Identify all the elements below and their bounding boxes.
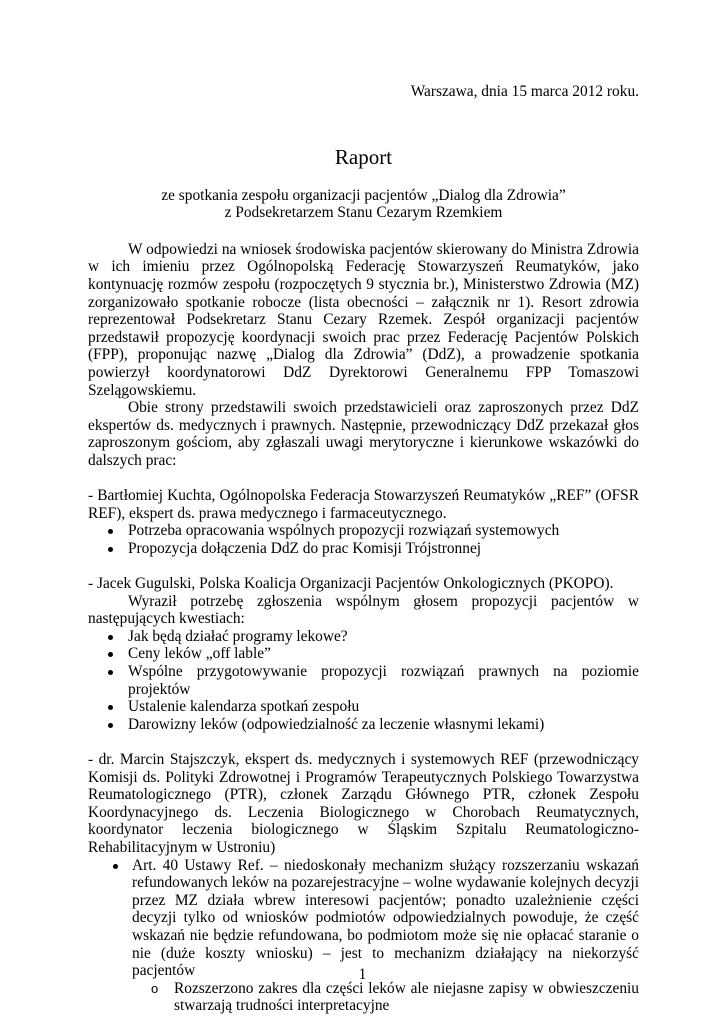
bullet-icon	[108, 652, 113, 657]
list-item: Art. 40 Ustawy Ref. – niedoskonały mechanizm służący rozszerzaniu wskazań refundowanych leków na pozarejestracyjne – wolne wydawanie kolejnych decyzji przez MZ działa wbrew interesowi pacjentów; ponadto uzależnienie części decyzji tylko od wniosków podmiotów odpowiedzialnych powoduje, że część wskazań nie będzie refundowana, bo podmiotom może się nie opłacać staranie o nie (duże koszty wniosku) – jest to mechanizm działający na niekorzyść pacjentów	[88, 857, 639, 980]
bullet-icon	[113, 864, 118, 869]
subtitle-line-1: ze spotkania zespołu organizacji pacjentów „Dialog dla Zdrowia”	[161, 186, 566, 204]
speaker-stajszczyk: - dr. Marcin Stajszczyk, ekspert ds. medycznych i systemowych REF (przewodniczący Komisji ds. Polityki Zdrowotnej i Programów Terapeutycznych Polskiego Towarzystwa Reumatologicznego (PTR), członek Zarządu Głównego PTR, członek Zespołu Koordynacyjnego ds. Leczenia Biologicznego w Chorobach Reumatycznych, koordynator leczenia biologicznego w Śląskim Szpitalu Reumatologiczno-Rehabilitacyjnym w Ustroniu)	[88, 751, 639, 856]
speaker-kuchta: - Bartłomiej Kuchta, Ogólnopolska Federacja Stowarzyszeń Reumatyków „REF” (OFSR REF), ekspert ds. prawa medycznego i farmaceutycznego.	[88, 487, 639, 522]
document-title: Raport	[334, 144, 393, 169]
speaker-gugulski-note: Wyraził potrzebę zgłoszenia wspólnym głosem propozycji pacjentów w następujących kwestiach:	[88, 592, 639, 628]
sub-list-item: o Rozszerzono zakres dla części leków ale niejasne zapisy w obwieszczeniu stwarzają trudności interpretacyjne	[151, 979, 639, 1015]
list-item: Darowizny leków (odpowiedzialność za leczenie własnymi lekami)	[88, 716, 639, 734]
subtitle-line-2: z Podsekretarzem Stanu Cezarym Rzemkiem	[224, 204, 503, 222]
speaker-stajszczyk-sublist	[88, 980, 639, 1015]
bullet-icon	[108, 547, 113, 552]
list-item: Jak będą działać programy lekowe?	[88, 628, 639, 646]
speaker-gugulski: - Jacek Gugulski, Polska Koalicja Organizacji Pacjentów Onkologicznych (PKOPO).	[88, 575, 614, 593]
speaker-kuchta-list	[88, 522, 639, 557]
bullet-icon	[108, 635, 113, 640]
speaker-gugulski-list	[88, 628, 639, 734]
speaker-stajszczyk-list	[88, 857, 639, 980]
list-item: Potrzeba opracowania wspólnych propozycji rozwiązań systemowych	[88, 522, 639, 540]
list-item: Wspólne przygotowywanie propozycji rozwiązań prawnych na poziomie projektów	[88, 663, 639, 698]
circle-bullet-icon: o	[151, 980, 159, 996]
intro-paragraph-2: Obie strony przedstawili swoich przedstawicieli oraz zaproszonych przez DdZ ekspertów ds. medycznych i prawnych. Następnie, przewodniczący DdZ przekazał głos zaproszonym gościom, aby zgłaszali uwagi merytoryczne i kierunkowe wskazówki do dalszych prac:	[88, 399, 639, 469]
list-item: Propozycja dołączenia DdZ do prac Komisji Trójstronnej	[88, 540, 639, 558]
page-number: 1	[358, 966, 367, 983]
document-page	[88, 83, 639, 1015]
bullet-icon	[108, 529, 113, 534]
bullet-icon	[108, 705, 113, 710]
document-date: Warszawa, dnia 15 marca 2012 roku.	[410, 83, 639, 100]
bullet-icon	[108, 723, 113, 728]
list-item: Ustalenie kalendarza spotkań zespołu	[88, 698, 639, 716]
list-item: Ceny leków „off lable”	[88, 645, 639, 663]
bullet-icon	[108, 670, 113, 675]
intro-paragraph: W odpowiedzi na wniosek środowiska pacjentów skierowany do Ministra Zdrowia w ich imieniu przez Ogólnopolską Federację Stowarzyszeń Reumatyków, jako kontynuację rozmów zespołu (rozpoczętych 9 stycznia br.), Ministerstwo Zdrowia (MZ) zorganizowało spotkanie robocze (lista obecności – załącznik nr 1). Resort zdrowia reprezentował Podsekretarz Stanu Cezary Rzemek. Zespół organizacji pacjentów przedstawił propozycję koordynacji swoich prac przez Federację Pacjentów Polskich (FPP), proponując nazwę „Dialog dla Zdrowia” (DdZ), a prowadzenie spotkania powierzył koordynatorowi DdZ Dyrektorowi Generalnemu FPP Tomaszowi Szelągowskiemu.	[88, 240, 639, 399]
